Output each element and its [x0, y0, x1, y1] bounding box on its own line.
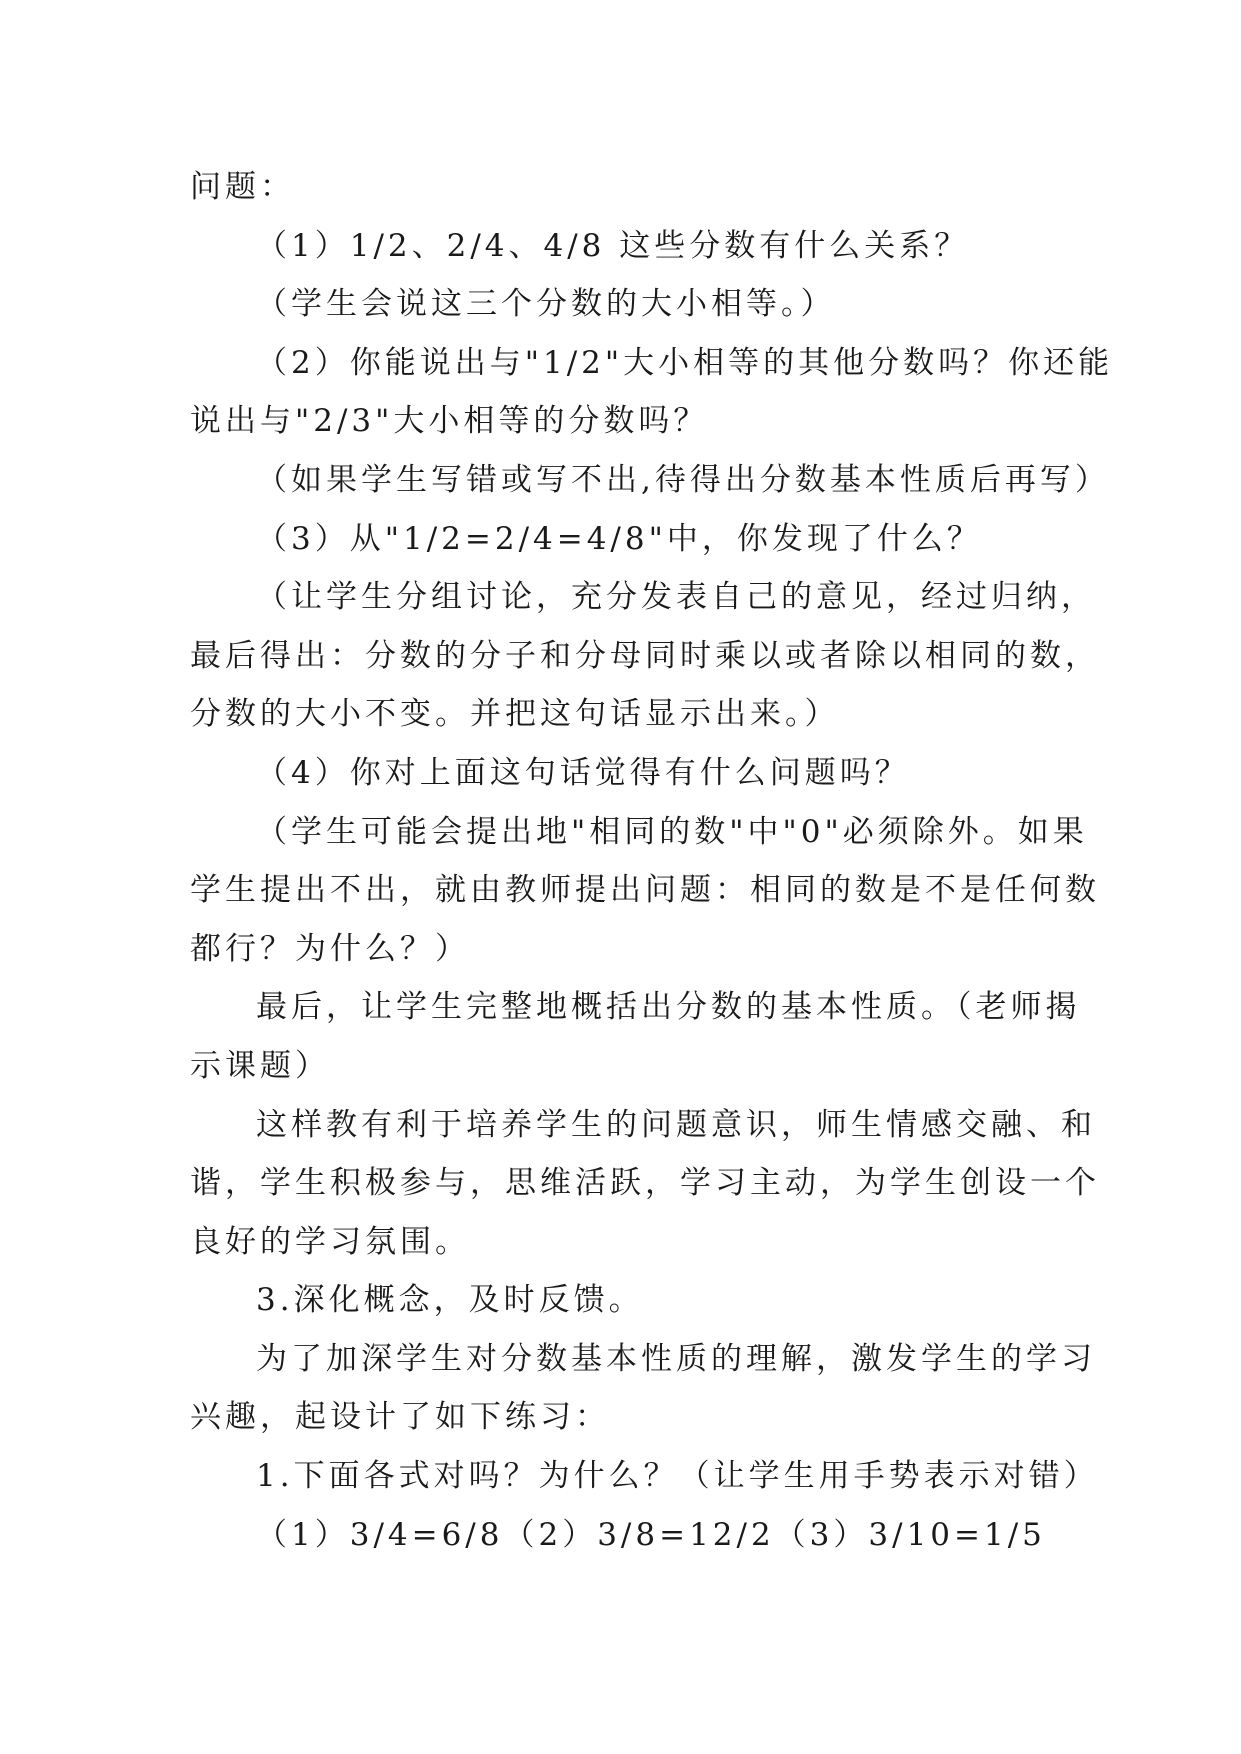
- section-heading: 3.深化概念，及时反馈。: [256, 1282, 644, 1319]
- text-line: 为了加深学生对分数基本性质的理解，激发学生的学习: [256, 1340, 1096, 1377]
- text-line: 这样教有利于培养学生的问题意识，师生情感交融、和: [256, 1106, 1096, 1143]
- text-line: 问题：: [190, 169, 295, 205]
- text-line: （3）从"1/2=2/4=4/8"中，你发现了什么？: [256, 520, 982, 557]
- text-line: （如果学生写错或写不出,待得出分数基本性质后再写）: [256, 461, 1110, 498]
- text-line: （2）你能说出与"1/2"大小相等的其他分数吗？你还能: [256, 344, 1114, 381]
- text-line: （1）1/2、2/4、4/8 这些分数有什么关系？: [256, 227, 970, 264]
- text-line: （1）3/4=6/8（2）3/8=12/2（3）3/10=1/5: [256, 1516, 1046, 1553]
- text-line: 最后，让学生完整地概括出分数的基本性质。（老师揭: [256, 989, 1081, 1026]
- text-line: 1.下面各式对吗？为什么？（让学生用手势表示对错）: [256, 1458, 1099, 1495]
- text-line: （学生可能会提出地"相同的数"中"0"必须除外。如果: [256, 813, 1088, 850]
- text-line: 说出与"2/3"大小相等的分数吗？: [190, 403, 709, 440]
- document-page: [190, 158, 1114, 1564]
- text-line: 都行？为什么？）: [190, 930, 470, 967]
- text-line: 兴趣，起设计了如下练习：: [190, 1399, 610, 1436]
- text-line: 最后得出：分数的分子和分母同时乘以或者除以相同的数，: [190, 637, 1100, 674]
- text-line: 谐，学生积极参与，思维活跃，学习主动，为学生创设一个: [190, 1165, 1100, 1202]
- text-line: 分数的大小不变。并把这句话显示出来。）: [190, 696, 840, 733]
- text-line: 学生提出不出，就由教师提出问题：相同的数是不是任何数: [190, 872, 1100, 909]
- text-line: （学生会说这三个分数的大小相等。）: [256, 286, 836, 323]
- text-line: 示课题）: [190, 1047, 330, 1084]
- text-line: 良好的学习氛围。: [190, 1223, 470, 1260]
- text-line: （让学生分组讨论，充分发表自己的意见，经过归纳，: [256, 579, 1096, 616]
- text-line: （4）你对上面这句话觉得有什么问题吗？: [256, 754, 910, 791]
